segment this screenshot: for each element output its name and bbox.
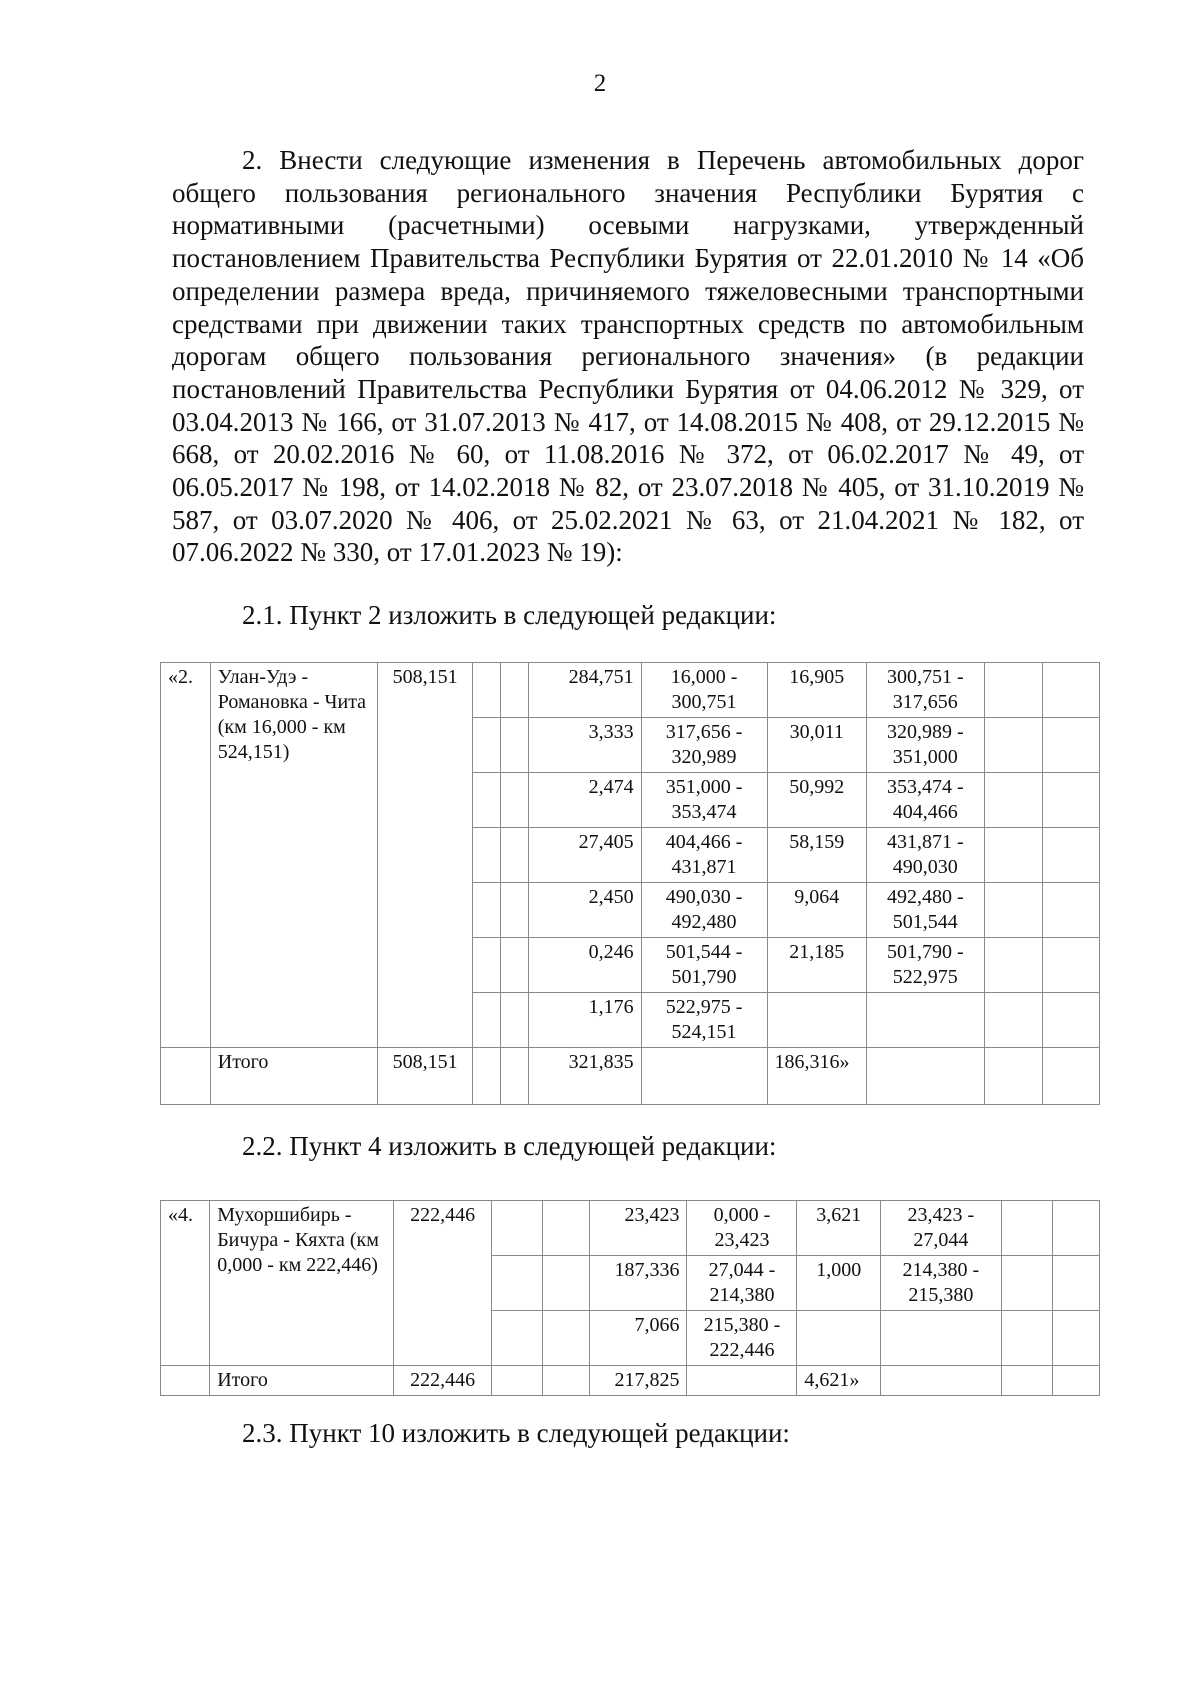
empty-cell — [500, 993, 529, 1048]
empty-cell — [473, 1048, 501, 1105]
empty-cell — [500, 663, 529, 718]
table-item-2 — [160, 662, 1100, 1105]
segment-range-cell-2 — [881, 1311, 1001, 1366]
empty-cell — [1042, 993, 1099, 1048]
road-length-cell: 508,151 — [378, 663, 473, 1048]
road-name-cell: Мухоршибирь - Бичура - Кяхта (км 0,000 - км 222,446) — [210, 1201, 394, 1366]
segment-length-cell-2: 1,000 — [797, 1256, 881, 1311]
heading-2-2: 2.2. Пункт 4 изложить в следующей редакции: — [242, 1131, 777, 1161]
empty-cell — [1042, 718, 1099, 773]
empty-cell — [984, 883, 1042, 938]
segment-length-cell-2: 30,011 — [767, 718, 867, 773]
empty-cell — [1042, 828, 1099, 883]
segment-length-cell-2: 3,621 — [797, 1201, 881, 1256]
empty-cell — [491, 1311, 542, 1366]
segment-length-cell: 2,450 — [529, 883, 641, 938]
total-label-cell: Итого — [210, 1366, 394, 1396]
empty-cell — [473, 663, 501, 718]
empty-cell — [543, 1311, 590, 1366]
segment-length-cell-2: 50,992 — [767, 773, 867, 828]
empty-cell — [984, 938, 1042, 993]
empty-cell — [1001, 1311, 1052, 1366]
table-row — [161, 663, 1100, 718]
segment-range-cell-2: 23,423 - 27,044 — [881, 1201, 1001, 1256]
segment-length-cell: 187,336 — [590, 1256, 687, 1311]
empty-cell — [491, 1366, 542, 1396]
empty-cell — [161, 1366, 210, 1396]
empty-cell — [1042, 938, 1099, 993]
segment-range-cell-2: 353,474 - 404,466 — [867, 773, 985, 828]
empty-cell — [1042, 663, 1099, 718]
empty-cell — [1052, 1366, 1099, 1396]
empty-cell — [543, 1256, 590, 1311]
empty-cell — [500, 828, 529, 883]
total-label-cell: Итого — [210, 1048, 377, 1105]
segment-range-cell-2: 300,751 - 317,656 — [867, 663, 985, 718]
empty-cell — [984, 993, 1042, 1048]
empty-cell — [491, 1201, 542, 1256]
empty-cell — [1052, 1256, 1099, 1311]
total-c-cell: 4,621» — [797, 1366, 881, 1396]
empty-cell — [984, 1048, 1042, 1105]
empty-cell — [500, 1048, 529, 1105]
segment-range-cell: 351,000 - 353,474 — [641, 773, 767, 828]
item-number-cell: «4. — [161, 1201, 210, 1366]
segment-range-cell: 27,044 - 214,380 — [687, 1256, 797, 1311]
segment-length-cell-2: 58,159 — [767, 828, 867, 883]
empty-cell — [1052, 1311, 1099, 1366]
heading-2-3: 2.3. Пункт 10 изложить в следующей редакции: — [242, 1418, 790, 1448]
road-length-cell: 222,446 — [394, 1201, 491, 1366]
empty-cell — [161, 1048, 211, 1105]
empty-cell — [1052, 1201, 1099, 1256]
total-length-cell: 508,151 — [378, 1048, 473, 1105]
empty-cell — [500, 883, 529, 938]
segment-length-cell: 284,751 — [529, 663, 641, 718]
empty-cell — [543, 1366, 590, 1396]
segment-length-cell-2 — [797, 1311, 881, 1366]
empty-cell — [491, 1256, 542, 1311]
item-number-cell: «2. — [161, 663, 211, 1048]
segment-length-cell-2: 21,185 — [767, 938, 867, 993]
segment-length-cell-2 — [767, 993, 867, 1048]
heading-2-1: 2.1. Пункт 2 изложить в следующей редакции: — [242, 600, 777, 630]
empty-cell — [473, 718, 501, 773]
segment-length-cell: 23,423 — [590, 1201, 687, 1256]
empty-cell — [473, 773, 501, 828]
segment-length-cell: 2,474 — [529, 773, 641, 828]
total-row — [161, 1048, 1100, 1105]
empty-cell — [1042, 1048, 1099, 1105]
segment-range-cell-2: 214,380 - 215,380 — [881, 1256, 1001, 1311]
empty-cell — [473, 828, 501, 883]
empty-cell — [984, 828, 1042, 883]
empty-cell — [881, 1366, 1001, 1396]
table-item-4 — [160, 1200, 1100, 1396]
empty-cell — [473, 993, 501, 1048]
empty-cell — [1042, 773, 1099, 828]
segment-range-cell: 0,000 - 23,423 — [687, 1201, 797, 1256]
empty-cell — [687, 1366, 797, 1396]
segment-length-cell: 1,176 — [529, 993, 641, 1048]
segment-length-cell: 7,066 — [590, 1311, 687, 1366]
empty-cell — [500, 718, 529, 773]
segment-range-cell: 16,000 - 300,751 — [641, 663, 767, 718]
empty-cell — [473, 938, 501, 993]
empty-cell — [1001, 1256, 1052, 1311]
segment-length-cell-2: 9,064 — [767, 883, 867, 938]
total-length-cell: 222,446 — [394, 1366, 491, 1396]
segment-range-cell: 317,656 - 320,989 — [641, 718, 767, 773]
empty-cell — [1042, 883, 1099, 938]
total-row — [161, 1366, 1100, 1396]
segment-length-cell: 3,333 — [529, 718, 641, 773]
empty-cell — [500, 938, 529, 993]
empty-cell — [543, 1201, 590, 1256]
segment-length-cell: 27,405 — [529, 828, 641, 883]
road-name-cell: Улан-Удэ - Романовка - Чита (км 16,000 - км 524,151) — [210, 663, 377, 1048]
empty-cell — [1001, 1366, 1052, 1396]
segment-range-cell-2: 501,790 - 522,975 — [867, 938, 985, 993]
segment-range-cell: 404,466 - 431,871 — [641, 828, 767, 883]
page-number: 2 — [593, 70, 607, 97]
empty-cell — [984, 773, 1042, 828]
empty-cell — [500, 773, 529, 828]
empty-cell — [984, 718, 1042, 773]
segment-range-cell: 522,975 - 524,151 — [641, 993, 767, 1048]
total-a-cell: 321,835 — [529, 1048, 641, 1105]
total-a-cell: 217,825 — [590, 1366, 687, 1396]
segment-range-cell: 501,544 - 501,790 — [641, 938, 767, 993]
segment-length-cell-2: 16,905 — [767, 663, 867, 718]
segment-range-cell-2 — [867, 993, 985, 1048]
segment-range-cell: 215,380 - 222,446 — [687, 1311, 797, 1366]
segment-range-cell-2: 492,480 - 501,544 — [867, 883, 985, 938]
segment-range-cell: 490,030 - 492,480 — [641, 883, 767, 938]
empty-cell — [867, 1048, 985, 1105]
empty-cell — [641, 1048, 767, 1105]
total-c-cell: 186,316» — [767, 1048, 867, 1105]
segment-range-cell-2: 320,989 - 351,000 — [867, 718, 985, 773]
main-paragraph: 2. Внести следующие изменения в Перечень автомобильных дорог общего пользования регионального значения Республики Бурятия с нормативными (расчетными) осевыми нагрузками, утвержденный постановлением Правительства Республики Бурятия от 22.01.2010 № 14 «Об определении размера вреда, причиняемого тяжеловесными транспортными средствами при движении таких транспортных средств по автомобильным дорогам общего пользования регионального значения» (в редакции постановлений Правительства Республики Бурятия от 04.06.2012 № 329, от 03.04.2013 № 166, от 31.07.2013 № 417, от 14.08.2015 № 408, от 29.12.2015 № 668, от 20.02.2016 № 60, от 11.08.2016 № 372, от 06.02.2017 № 49, от 06.05.2017 № 198, от 14.02.2018 № 82, от 23.07.2018 № 405, от 31.10.2019 № 587, от 03.07.2020 № 406, от 25.02.2021 № 63, от 21.04.2021 № 182, от 07.06.2022 № 330, от 17.01.2023 № 19): — [172, 145, 1084, 568]
table-row — [161, 1201, 1100, 1256]
empty-cell — [1001, 1201, 1052, 1256]
empty-cell — [473, 883, 501, 938]
segment-range-cell-2: 431,871 - 490,030 — [867, 828, 985, 883]
empty-cell — [984, 663, 1042, 718]
segment-length-cell: 0,246 — [529, 938, 641, 993]
